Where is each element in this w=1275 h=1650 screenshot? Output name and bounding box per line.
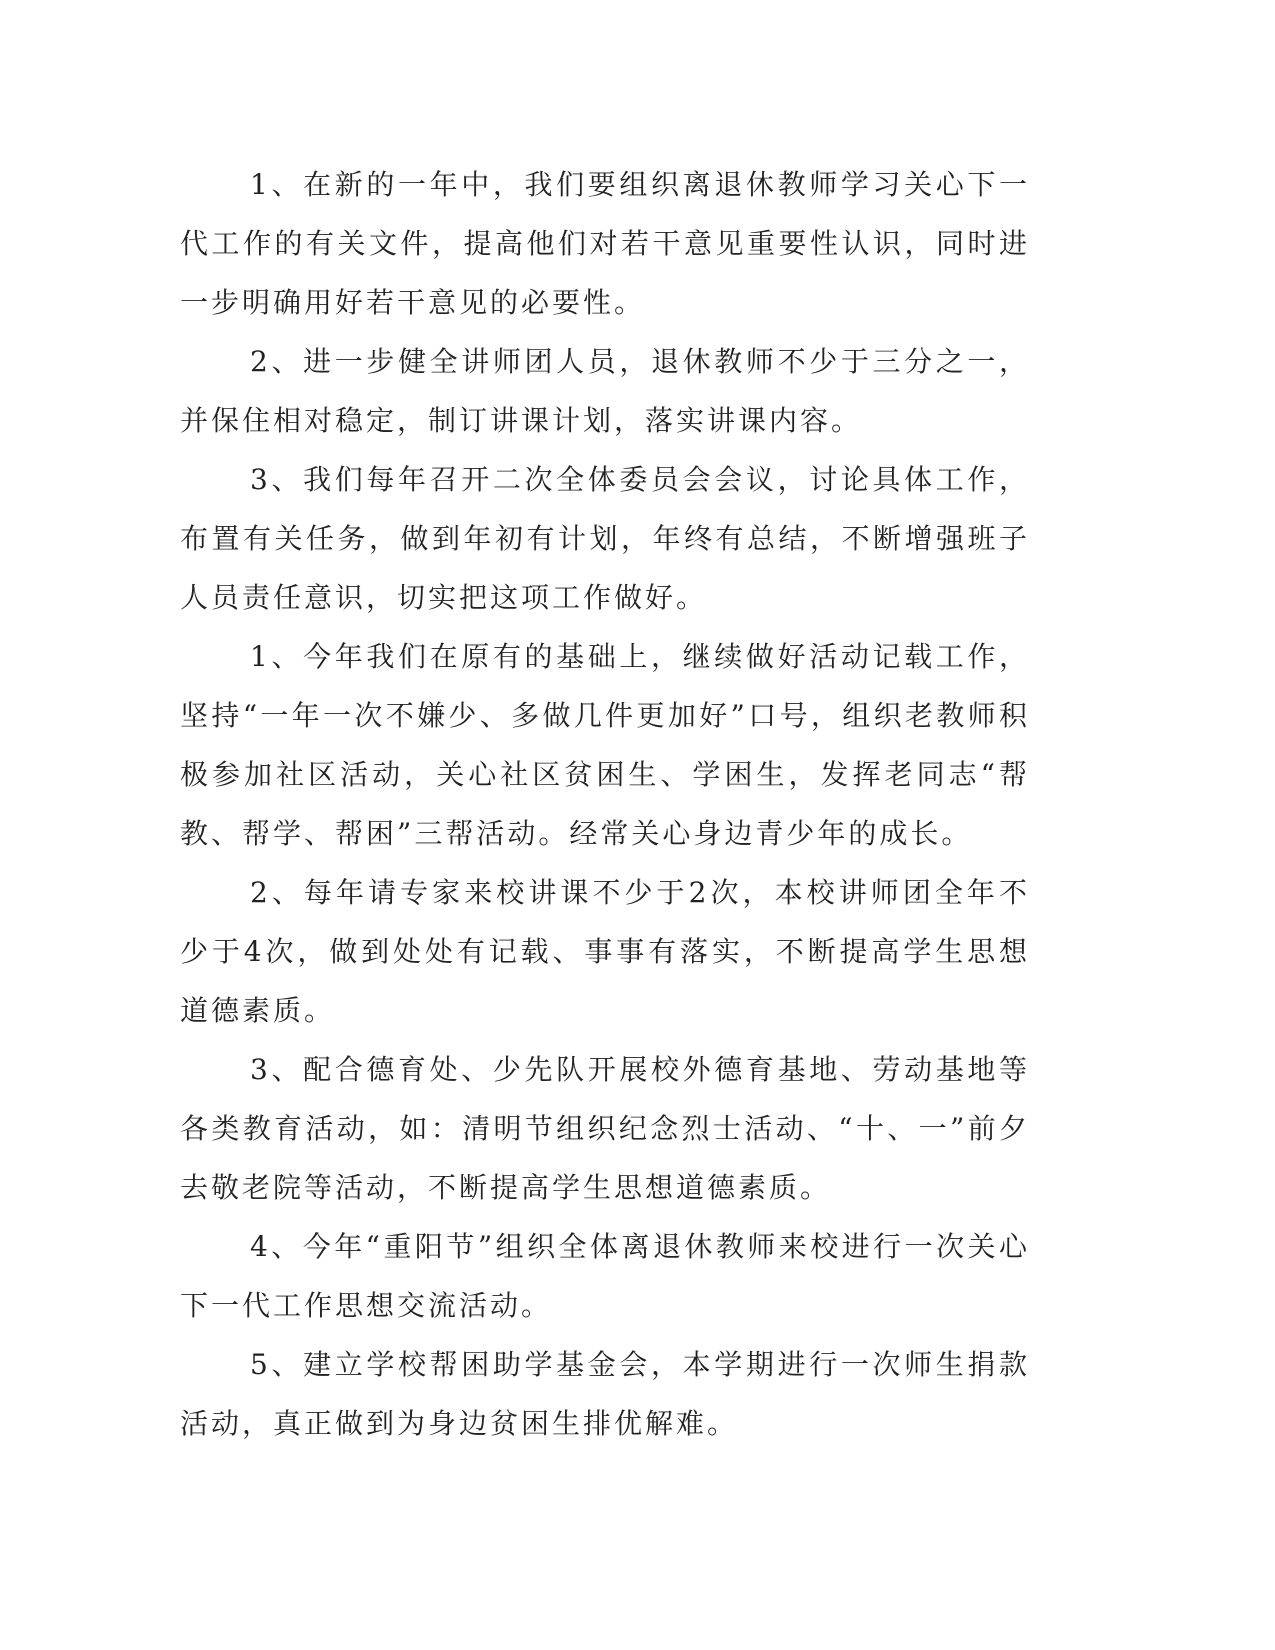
paragraph-5: 2、每年请专家来校讲课不少于2次，本校讲师团全年不少于4次，做到处处有记载、事事有落实，不断提高学生思想道德素质。: [180, 876, 1030, 1027]
paragraph-3: 3、我们每年召开二次全体委员会会议，讨论具体工作，布置有关任务，做到年初有计划，年终有总结，不断增强班子人员责任意识，切实把这项工作做好。: [180, 463, 1030, 614]
document-body: [180, 155, 1030, 1453]
paragraph-4: 1、今年我们在原有的基础上，继续做好活动记载工作，坚持“一年一次不嫌少、多做几件更加好”口号，组织老教师积极参加社区活动，关心社区贫困生、学困生，发挥老同志“帮教、帮学、帮困”三帮活动。经常关心身边青少年的成长。: [180, 640, 1030, 850]
paragraph-2: 2、进一步健全讲师团人员，退休教师不少于三分之一，并保住相对稳定，制订讲课计划，落实讲课内容。: [180, 345, 1030, 437]
paragraph-1: 1、在新的一年中，我们要组织离退休教师学习关心下一代工作的有关文件，提高他们对若干意见重要性认识，同时进一步明确用好若干意见的必要性。: [180, 168, 1030, 319]
paragraph-7: 4、今年“重阳节”组织全体离退休教师来校进行一次关心下一代工作思想交流活动。: [180, 1230, 1030, 1322]
paragraph-6: 3、配合德育处、少先队开展校外德育基地、劳动基地等各类教育活动，如：清明节组织纪念烈士活动、“十、一”前夕去敬老院等活动，不断提高学生思想道德素质。: [180, 1053, 1030, 1204]
paragraph-8: 5、建立学校帮困助学基金会，本学期进行一次师生捐款活动，真正做到为身边贫困生排优解难。: [180, 1348, 1030, 1440]
